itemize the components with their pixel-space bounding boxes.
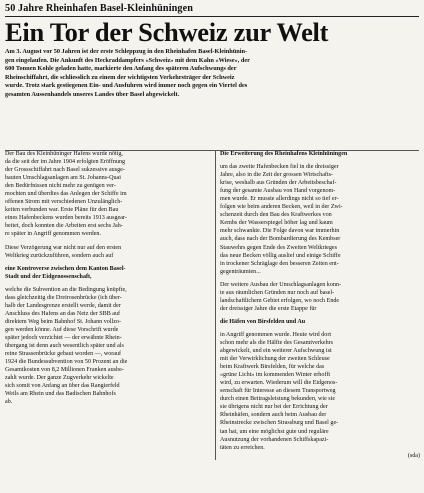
subheading-line: eine Kontroverse zwischen dem Kanton Basel- [5, 265, 126, 272]
body-line: um das zweite Hafenbecken fiel in die dreissiger [220, 164, 339, 171]
body-line: senschaft für Interesse an diesem Transportweg [220, 388, 336, 395]
body-line: dass gleichzeitig die Dreirosenbrücke (ich über- [5, 294, 122, 301]
body-line: durch einen Beitragsleistung bekunden, wie sie [220, 396, 336, 403]
body-line: Ausnutzung der vorhandenen Schiffskapazi- [220, 436, 329, 443]
body-line: Kembs der Wasserspiegel höher lag und kaum [220, 220, 333, 227]
subheading-line: Die Erweiterung des Rheinhafens Kleinhüningen [220, 151, 348, 157]
lead-line: 600 Tonnen Kohle geladen hatte, markierte den Anfang des späteren Aufschwungs der [5, 65, 237, 73]
body-line: folgen wie beim anderen Becken, weil in der Zwi- [220, 204, 343, 211]
body-line: da die seit der im Jahre 1904 erfolgten Eröffnung [5, 159, 126, 166]
body-line: mit der Verwirklichung der zweiten Schleuse [220, 356, 330, 363]
body-line: halb der Landesgrenze erstellt werde, damit der [5, 302, 121, 309]
body-line: beim Kraftwerk Birsfelden, für welche das [220, 364, 325, 371]
body-line: Rheinhäfen, sondern auch beim Ausbau der [220, 412, 327, 419]
body-line: Anschluss des Hafens an das Netz der SBB auf [5, 310, 121, 317]
body-line: gen werden könne. Auf diese Vorschrift wurde [5, 326, 119, 333]
body-line: das neue Becken völlig auslief und einige Schiffe [220, 252, 341, 259]
body-line: mehr schwankte. Die Folge davon war immerhin [220, 228, 340, 235]
subheading-line: die Häfen von Birsfelden und Au [220, 318, 306, 325]
body-line: auch, dass nach der Bombardierung des Kembser [220, 236, 341, 243]
body-line: fung der gesamte Ausbau von Hand vorgenom- [220, 188, 336, 195]
body-line: gegenträumten... [220, 268, 261, 275]
body-line: in Angriff genommen wurde. Heute wird dort [220, 331, 332, 338]
body-line: ab. [5, 399, 13, 406]
body-line: «grüne Licht» im kommenden Winter erhofft [220, 372, 331, 379]
signature: (sda) [407, 452, 420, 459]
body-line: Gesamtkosten von 8,2 Millionen Franken ausbe- [5, 367, 124, 374]
body-line: der Grossschiffahrt nach Basel sukzessive ausge- [5, 167, 125, 174]
body-line: re später in Angriff genommen werden. [5, 231, 102, 238]
body-line: 1924 die Bundessubvention von 50 Prozent an die [5, 359, 128, 366]
body-line: direktem Weg beim Bahnhof St. Johann vollzo- [5, 318, 122, 325]
body-line: welche die Subvention an die Bedingung knüpfte, [5, 286, 127, 293]
left-column [5, 150, 209, 406]
body-line: Weils am Rhein und das Badischen Bahnhofs [5, 391, 116, 398]
body-line: der dreissiger Jahre die erste Etappe für [220, 305, 317, 312]
body-line: keiten verbunden war. Erste Pläne für den Bau [5, 207, 119, 214]
article-body [5, 150, 419, 493]
body-line: schenzeit durch den Bau des Kraftwerkes von [220, 212, 332, 219]
body-line: in trockener Schräglage den besseren Zeiten ent- [220, 260, 339, 267]
body-line: Stauwehrs gegen Ende des Zweiten Weltkrieges [220, 244, 338, 251]
kicker: 50 Jahre Rheinhafen Basel-Kleinhüningen [5, 3, 193, 14]
body-line: wird, zu erwarten. Wiederum will die Eidgenos- [220, 380, 338, 387]
body-line: Weltkrieg zurückzuführen, sondern auch auf [5, 252, 114, 259]
body-line: landschaftlichem Gebiet erfolgen, wo noch Ende [220, 297, 340, 304]
subheading-line: Stadt und der Eidgenossenschaft, [5, 273, 92, 280]
body-line: täten zu erreichen. [220, 444, 265, 451]
body-line: Rheinstrecke zwischen Strassburg und Basel ge- [220, 420, 339, 427]
body-line: beitet, doch konnten die Arbeiten erst sechs Jah- [5, 223, 123, 230]
body-line: Der Bau des Kleinhüninger Hafens wurde nötig, [5, 151, 123, 157]
body-line: reine Strassenbrücke gebaut worden —, worauf [5, 351, 122, 358]
headline: Ein Tor der Schweiz zur Welt [5, 17, 329, 47]
body-line: Der weitere Ausbau der Umschlagsanlagen konn- [220, 281, 341, 288]
body-line: mochten und überdies das Anlegen der Schiffe im [5, 191, 127, 198]
body-line: men wurde. Er musste allerdings nicht so tief er- [220, 196, 339, 203]
right-column [215, 150, 420, 460]
body-line: zahlt wurde. Der ganze Zugverkehr wickelte [5, 375, 114, 382]
lead-line: gen eingelaufen. Die Ankunft des Heckraddampfers «Schweiz» mit dem Kahn «Wiese», der [5, 56, 250, 64]
lead-paragraph [5, 48, 419, 100]
lead-line: gesamten Aussenhandels unseres Landes über Basel abgewickelt. [5, 90, 180, 98]
body-line: Jahre, also in die Zeit der grossen Wirtschafts- [220, 172, 334, 179]
body-line: schon mehr als die Hälfte des Gesamtverkehrs [220, 339, 334, 346]
body-line: eines Hafenbeckens wurden bereits 1913 ausgear- [5, 215, 127, 222]
body-line: bauten Umschlagsanlagen am St. Johanns-Quai [5, 175, 121, 182]
body-line: offenen Strom mit verschiedenen Unzulänglich- [5, 199, 123, 206]
body-line: den Bedürfnissen nicht mehr zu genügen ver- [5, 183, 116, 190]
body-line: übergang ist denn auch wesentlich später und als [5, 343, 124, 350]
lead-line: wurde. Trotz stark gestiegenen Ein- und Ausfuhren wird immer noch gegen ein Viertel des [5, 82, 248, 90]
body-line: später jedoch verzichtet — der erwähnte Rhein- [5, 334, 122, 341]
body-line: sich somit von Anfang an über das Rangierfeld [5, 383, 120, 390]
body-line: tan hat, um eine möglichst gute und reguläre [220, 428, 329, 435]
body-line: te aus räumlichen Gründen nur noch auf basel- [220, 289, 335, 296]
body-line: abgewickelt, und ein weiterer Aufschwung ist [220, 348, 332, 355]
body-line: Diese Verzögerung war nicht nur auf den ersten [5, 244, 122, 251]
body-line: krise, weshalb aus Gründen der Arbeitsbeschaf- [220, 180, 337, 187]
lead-line: Am 3. August vor 50 Jahren ist der erste Schleppzug in den Rheinhafen Basel-Kleinhünin- [5, 48, 248, 55]
body-line: sie übrigens nicht nur bei der Errichtung der [220, 404, 328, 411]
lead-line: Rheinschiffahrt, die schliesslich zu einem der wichtigsten Verkehrsträger der Schweiz [5, 73, 235, 81]
